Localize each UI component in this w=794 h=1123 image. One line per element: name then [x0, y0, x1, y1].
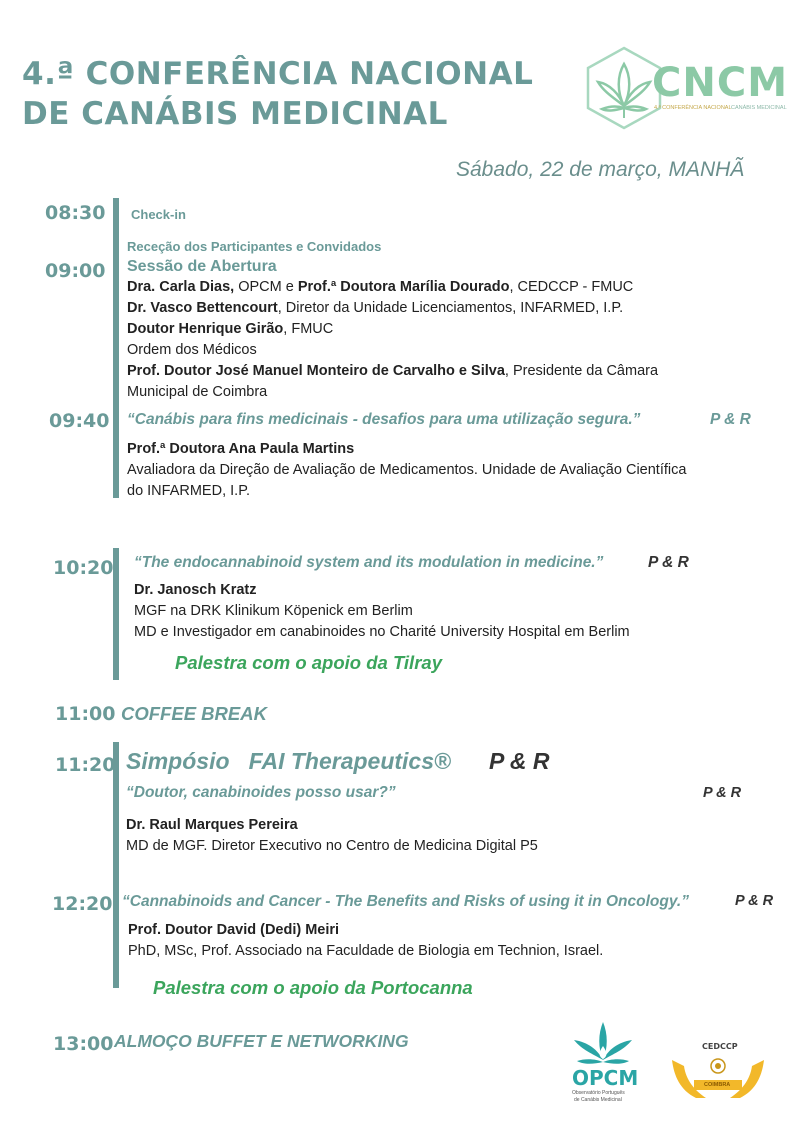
affiliation: , CEDCCP - FMUC	[509, 279, 634, 295]
opcm-logo-sub-2: de Canábis Medicinal	[574, 1097, 622, 1103]
sponsor-note-portocanna: Palestra com o apoio da Portocanna	[153, 977, 473, 998]
speaker-desc-0940-2: do INFARMED, I.P.	[127, 483, 251, 499]
speaker-desc-1120: MD de MGF. Diretor Executivo no Centro de Medicina Digital P5	[126, 838, 538, 854]
time-0900: 09:00	[45, 260, 106, 282]
speaker-name: Dr. Janosch Kratz	[134, 582, 257, 598]
talk-title-1120: “Doutor, canabinoides posso usar?”	[126, 784, 396, 801]
cedccp-logo	[668, 1040, 768, 1102]
opening-line-6: Municipal de Coimbra	[127, 384, 268, 400]
opening-line-3	[127, 319, 333, 340]
opcm-logo	[568, 1018, 638, 1108]
speaker-desc-0940-1: Avaliadora da Direção de Avaliação de Medicamentos. Unidade de Avaliação Científica	[127, 462, 687, 478]
speaker-desc-1220: PhD, MSc, Prof. Associado na Faculdade de Biologia em Technion, Israel.	[128, 943, 604, 959]
affiliation: , Diretor da Unidade Licenciamentos, INFARMED, I.P.	[277, 300, 624, 316]
qa-label-0940: P & R	[710, 411, 751, 428]
cncm-logo	[586, 46, 786, 130]
qa-label-symposium: P & R	[489, 748, 550, 774]
time-1300: 13:00	[53, 1033, 114, 1055]
sponsor-note-tilray: Palestra com o apoio da Tilray	[175, 652, 442, 673]
affiliation: OPCM e	[234, 279, 298, 295]
time-0940: 09:40	[49, 410, 110, 432]
talk-title-1020: “The endocannabinoid system and its modulation in medicine.”	[134, 554, 604, 571]
time-1020: 10:20	[53, 557, 114, 579]
speaker-name: Dra. Carla Dias,	[127, 279, 235, 295]
opcm-leaf-icon	[568, 1018, 638, 1070]
opening-line-4: Ordem dos Médicos	[127, 342, 257, 358]
cncm-logo-subtitle-left: 4.ª CONFERÊNCIA NACIONAL	[654, 105, 732, 111]
cncm-logo-text: CNCM	[652, 60, 788, 106]
speaker-desc-1020-2: MD e Investigador em canabinoides no Charité University Hospital em Berlim	[134, 624, 630, 640]
title-line-1: 4.ª CONFERÊNCIA NACIONAL	[22, 56, 534, 92]
speaker-1120	[126, 815, 298, 836]
speaker-name: Prof. Doutor José Manuel Monteiro de Carvalho e Silva	[127, 363, 505, 379]
speaker-name: Prof. Doutor David (Dedi) Meiri	[128, 922, 340, 938]
qa-label-1220: P & R	[735, 893, 774, 909]
section-bar-morning	[113, 198, 119, 498]
checkin-label: Check-in	[131, 207, 186, 222]
speaker-desc-1020-1: MGF na DRK Klinikum Köpenick em Berlim	[134, 603, 413, 619]
speaker-0940	[127, 439, 354, 460]
speaker-name: Dr. Raul Marques Pereira	[126, 817, 298, 833]
opening-line-1	[127, 277, 633, 298]
time-1220: 12:20	[52, 893, 113, 915]
talk-title-1220: “Cannabinoids and Cancer - The Benefits and Risks of using it in Oncology.”	[122, 893, 689, 910]
speaker-1220	[128, 920, 339, 941]
section-bar-1020	[113, 548, 119, 680]
cedccp-logo-sub: COIMBRA	[704, 1082, 731, 1088]
opcm-logo-sub-1: Observatório Português	[572, 1090, 625, 1096]
time-1120: 11:20	[55, 754, 116, 776]
time-1100: 11:00	[55, 703, 116, 725]
lunch-label: ALMOÇO BUFFET E NETWORKING	[114, 1031, 409, 1051]
speaker-name: Prof.ª Doutora Marília Dourado	[297, 279, 510, 295]
speaker-1020	[134, 580, 257, 601]
speaker-name: Dr. Vasco Bettencourt	[127, 300, 278, 316]
cncm-logo-subtitle-right: CANÁBIS MEDICINAL	[731, 105, 787, 111]
talk-title-0940: “Canábis para fins medicinais - desafios para uma utilização segura.”	[127, 411, 641, 428]
affiliation: , Presidente da Câmara	[504, 363, 659, 379]
affiliation: , FMUC	[283, 321, 334, 337]
qa-label-1020: P & R	[648, 554, 689, 571]
title-line-2: DE CANÁBIS MEDICINAL	[22, 96, 448, 132]
event-date: Sábado, 22 de março, MANHÃ	[456, 158, 745, 181]
coffee-break-label: COFFEE BREAK	[121, 703, 267, 724]
section-bar-1120	[113, 742, 119, 988]
opening-line-5	[127, 361, 658, 382]
opcm-logo-text: OPCM	[572, 1066, 639, 1090]
opening-session-title: Sessão de Abertura	[127, 258, 277, 275]
speaker-name: Prof.ª Doutora Ana Paula Martins	[127, 441, 355, 457]
qa-label-1120: P & R	[703, 785, 742, 801]
cedccp-logo-text: CEDCCP	[702, 1042, 738, 1051]
symposium-title: Simpósio FAI Therapeutics®	[126, 748, 451, 774]
opening-line-2	[127, 298, 623, 319]
speaker-name: Doutor Henrique Girão	[127, 321, 284, 337]
time-0830: 08:30	[45, 202, 106, 224]
reception-label: Receção dos Participantes e Convidados	[127, 239, 382, 254]
